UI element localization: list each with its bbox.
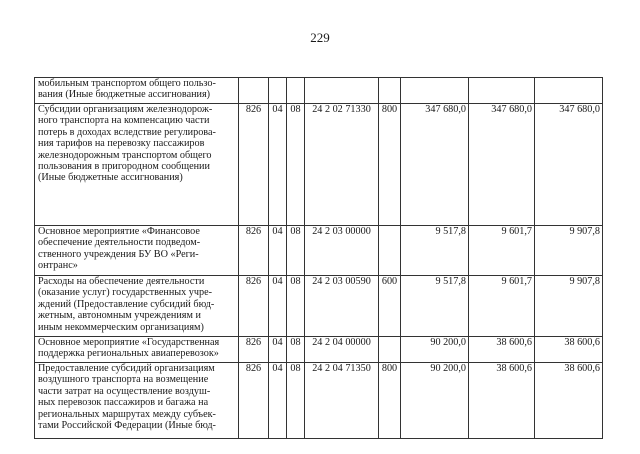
ministry-code-cell	[239, 78, 269, 104]
section-code-cell: 04	[269, 226, 287, 276]
table-row	[35, 104, 603, 226]
ministry-code-cell: 826	[239, 276, 269, 337]
item-name-line: Основное мероприятие «Государственная	[38, 337, 220, 348]
item-name-line: пользования в пригородном сообщении	[38, 161, 210, 173]
target-article-cell: 24 2 04 71350	[305, 363, 379, 439]
item-name-line: обеспечение деятельности подведом-	[38, 237, 201, 249]
page-number: 229	[310, 30, 330, 45]
amount-year3-cell: 9 907,8	[535, 226, 603, 276]
expense-type-cell: 800	[379, 363, 401, 439]
item-name-line: ного транспорта на компенсацию части	[38, 115, 210, 127]
amount-year2-cell: 9 601,7	[469, 226, 535, 276]
subsection-code-cell: 08	[287, 104, 305, 226]
section-code-cell: 04	[269, 363, 287, 439]
target-article-cell: 24 2 03 00590	[305, 276, 379, 337]
item-name-line: ственного учреждения БУ ВО «Реги-	[38, 248, 199, 260]
table-row	[35, 226, 603, 276]
item-name-line: (оказание услуг) государственных учре-	[38, 287, 213, 299]
item-name-line: ждений (Предоставление субсидий бюд-	[38, 298, 215, 310]
table-row	[35, 337, 603, 363]
item-name-line: Расходы на обеспечение деятельности	[38, 276, 205, 287]
item-name-line: иным некоммерческим организациям)	[38, 321, 204, 333]
item-name-cell	[35, 104, 239, 226]
item-name-line: ния тарифов на перевозку пассажиров	[38, 138, 205, 150]
subsection-code-cell	[287, 78, 305, 104]
ministry-code-cell: 826	[239, 226, 269, 276]
target-article-cell: 24 2 04 00000	[305, 337, 379, 363]
item-name-line: Предоставление субсидий организациям	[38, 363, 215, 374]
amount-year1-cell: 9 517,8	[401, 226, 469, 276]
item-name-line: потерь в доходах вследствие регулирова-	[38, 126, 216, 138]
ministry-code-cell: 826	[239, 337, 269, 363]
item-name-line: тами Российской Федерации (Иные бюд-	[38, 420, 216, 432]
item-name-line: онтранс»	[38, 260, 78, 272]
amount-year1-cell	[401, 78, 469, 104]
item-name-line: Субсидии организациям железнодорож-	[38, 104, 213, 115]
amount-year3-cell	[535, 78, 603, 104]
item-name-cell	[35, 78, 239, 104]
table-body	[35, 78, 603, 439]
item-name-line: жетным, автономным учреждениям и	[38, 310, 201, 322]
item-name-cell	[35, 363, 239, 439]
item-name-line: вания (Иные бюджетные ассигнования)	[38, 89, 211, 101]
target-article-cell: 24 2 02 71330	[305, 104, 379, 226]
item-name-line: региональных маршрутах между субъек-	[38, 408, 216, 420]
amount-year1-cell: 9 517,8	[401, 276, 469, 337]
amount-year2-cell: 38 600,6	[469, 337, 535, 363]
expense-type-cell: 600	[379, 276, 401, 337]
subsection-code-cell: 08	[287, 276, 305, 337]
amount-year1-cell: 347 680,0	[401, 104, 469, 226]
item-name-line: поддержка региональных авиаперевозок»	[38, 348, 219, 360]
expense-type-cell: 800	[379, 104, 401, 226]
amount-year3-cell: 9 907,8	[535, 276, 603, 337]
table-row	[35, 363, 603, 439]
budget-table	[34, 77, 603, 439]
section-code-cell	[269, 78, 287, 104]
amount-year1-cell: 90 200,0	[401, 337, 469, 363]
subsection-code-cell: 08	[287, 337, 305, 363]
section-code-cell: 04	[269, 104, 287, 226]
ministry-code-cell: 826	[239, 363, 269, 439]
amount-year3-cell: 347 680,0	[535, 104, 603, 226]
section-code-cell: 04	[269, 276, 287, 337]
ministry-code-cell: 826	[239, 104, 269, 226]
amount-year2-cell: 347 680,0	[469, 104, 535, 226]
amount-year3-cell: 38 600,6	[535, 363, 603, 439]
item-name-line: Основное мероприятие «Финансовое	[38, 226, 200, 237]
item-name-cell	[35, 337, 239, 363]
target-article-cell	[305, 78, 379, 104]
target-article-cell: 24 2 03 00000	[305, 226, 379, 276]
amount-year2-cell: 9 601,7	[469, 276, 535, 337]
expense-type-cell	[379, 337, 401, 363]
expense-type-cell	[379, 226, 401, 276]
item-name-line: (Иные бюджетные ассигнования)	[38, 172, 183, 184]
subsection-code-cell: 08	[287, 226, 305, 276]
expense-type-cell	[379, 78, 401, 104]
item-name-line: мобильным транспортом общего пользо-	[38, 78, 216, 89]
amount-year3-cell: 38 600,6	[535, 337, 603, 363]
amount-year1-cell: 90 200,0	[401, 363, 469, 439]
item-name-cell	[35, 226, 239, 276]
amount-year2-cell: 38 600,6	[469, 363, 535, 439]
amount-year2-cell	[469, 78, 535, 104]
item-name-line: ных перевозок пассажиров и багажа на	[38, 397, 209, 409]
item-name-line: железнодорожным транспортом общего	[38, 149, 212, 161]
table-row	[35, 276, 603, 337]
subsection-code-cell: 08	[287, 363, 305, 439]
item-name-line: воздушного транспорта на возмещение	[38, 374, 209, 386]
item-name-line: части затрат на осуществление воздуш-	[38, 385, 211, 397]
table-row	[35, 78, 603, 104]
section-code-cell: 04	[269, 337, 287, 363]
item-name-cell	[35, 276, 239, 337]
